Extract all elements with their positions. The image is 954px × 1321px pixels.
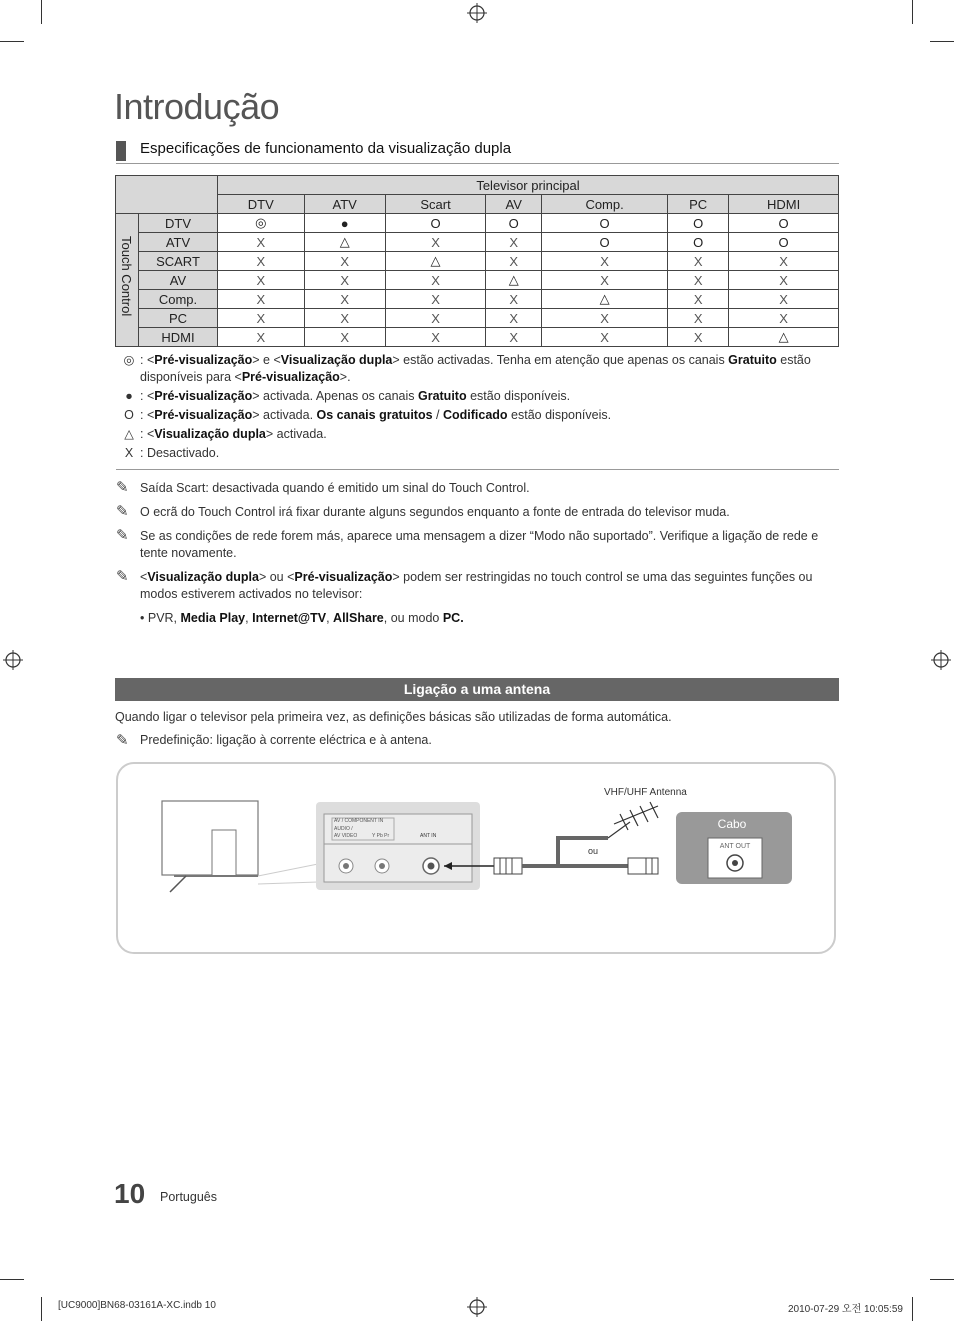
note-text: Se as condições de rede forem más, aparece uma mensagem a dizer “Modo não suportado”. Verifique a ligação de rede e tente novamente.: [140, 529, 819, 560]
registration-mark-icon: [467, 1297, 487, 1317]
table-row: [116, 309, 839, 328]
table-cell: ◎: [218, 214, 305, 233]
table-row-header: HDMI: [139, 328, 218, 347]
table-cell: X: [668, 252, 729, 271]
table-cell: X: [729, 252, 839, 271]
registration-mark-icon: [3, 650, 23, 670]
table-cell: X: [542, 309, 668, 328]
table-cell: X: [385, 328, 486, 347]
pencil-note-icon: ✎: [116, 479, 129, 496]
table-cell: X: [304, 271, 385, 290]
legend-symbol: △: [124, 427, 134, 441]
table-cell: O: [542, 233, 668, 252]
table-row-header: ATV: [139, 233, 218, 252]
table-cell: X: [304, 290, 385, 309]
table-cell: X: [729, 290, 839, 309]
table-cell: X: [486, 233, 542, 252]
section-divider: [116, 163, 839, 164]
table-cell: X: [218, 252, 305, 271]
table-cell: △: [542, 290, 668, 309]
table-cell: X: [304, 328, 385, 347]
table-cell: X: [542, 252, 668, 271]
legend-symbol: ◎: [123, 353, 135, 367]
note-text: <Visualização dupla> ou <Pré-visualização> podem ser restringidas no touch control se uma das seguintes funções ou modos estiverem activados no televisor:: [140, 570, 813, 601]
table-cell: O: [542, 214, 668, 233]
table-cell: X: [542, 328, 668, 347]
legend-text: : <Visualização dupla> activada.: [140, 427, 327, 441]
preset-note-text: Predefinição: ligação à corrente eléctrica e à antena.: [140, 733, 432, 747]
notes-list: [116, 480, 840, 627]
table-cell: X: [486, 328, 542, 347]
table-row-header: SCART: [139, 252, 218, 271]
section-title: Especificações de funcionamento da visualização dupla: [140, 140, 512, 157]
antenna-section-header: Ligação a uma antena: [115, 678, 839, 701]
pencil-note-icon: ✎: [116, 503, 129, 520]
table-cell: X: [486, 290, 542, 309]
table-cell: X: [486, 252, 542, 271]
dual-view-spec-table: [115, 175, 839, 347]
table-cell: ●: [304, 214, 385, 233]
footer-file-info: [UC9000]BN68-03161A-XC.indb 10: [58, 1300, 216, 1311]
bullet-item: • PVR, Media Play, Internet@TV, AllShare, ou modo PC.: [140, 611, 464, 625]
table-cell: X: [218, 309, 305, 328]
coax-plug-icon: [494, 858, 522, 874]
coax-plug-icon: [628, 858, 658, 874]
table-cell: O: [668, 214, 729, 233]
note-item: [116, 528, 840, 562]
legend-symbol: O: [124, 408, 134, 422]
table-column-header: Scart: [385, 195, 486, 214]
panel-label-ant-in: ANT IN: [420, 833, 437, 839]
legend-item: [118, 352, 840, 386]
table-row-header: AV: [139, 271, 218, 290]
page-number: 10: [114, 1178, 146, 1209]
legend-item: [118, 445, 840, 462]
legend-symbol: ●: [125, 389, 133, 403]
note-item: [116, 480, 840, 497]
table-row: [116, 328, 839, 347]
legend-symbol: X: [124, 446, 134, 460]
side-label-cell: [116, 214, 139, 347]
table-cell: X: [218, 233, 305, 252]
tv-rear-panel: [316, 802, 480, 890]
table-column-header-row: [116, 195, 839, 214]
cable-label: Cabo: [717, 817, 747, 831]
table-cell: X: [729, 309, 839, 328]
antenna-connection-diagram: [116, 762, 836, 954]
pencil-note-icon: ✎: [116, 527, 129, 544]
note-item: [116, 504, 840, 521]
table-cell: X: [668, 309, 729, 328]
table-cell: △: [304, 233, 385, 252]
legend-item: [118, 407, 840, 424]
table-row: [116, 233, 839, 252]
table-group-header: Televisor principal: [218, 176, 839, 195]
table-row-header: DTV: [139, 214, 218, 233]
symbol-legend: [118, 352, 840, 464]
registration-mark-icon: [467, 3, 487, 23]
panel-label-av-video: AV VIDEO: [334, 833, 358, 839]
table-cell: △: [385, 252, 486, 271]
legend-text: : <Pré-visualização> activada. Apenas os canais Gratuito estão disponíveis.: [140, 389, 571, 403]
table-cell: X: [729, 271, 839, 290]
antenna-icon: [608, 802, 658, 838]
table-cell: X: [486, 309, 542, 328]
table-column-header: PC: [668, 195, 729, 214]
pencil-note-icon: ✎: [116, 568, 129, 585]
preset-note: [116, 733, 432, 749]
table-corner: [116, 176, 218, 214]
connection-illustration: [118, 764, 834, 952]
table-cell: X: [385, 271, 486, 290]
legend-text: : Desactivado.: [140, 446, 220, 460]
legend-divider: [116, 469, 839, 470]
note-text: Saída Scart: desactivada quando é emitido um sinal do Touch Control.: [140, 481, 530, 495]
table-cell: X: [385, 309, 486, 328]
table-cell: O: [729, 214, 839, 233]
pencil-note-icon: ✎: [116, 732, 129, 749]
panel-label-av-component: AV / COMPONENT IN: [334, 818, 384, 824]
table-cell: O: [668, 233, 729, 252]
antenna-label: VHF/UHF Antenna: [604, 787, 687, 798]
table-cell: X: [304, 252, 385, 271]
table-cell: X: [668, 328, 729, 347]
footer-timestamp: 2010-07-29 오전 10:05:59: [788, 1304, 903, 1315]
cable-box: [676, 812, 792, 884]
table-column-header: HDMI: [729, 195, 839, 214]
legend-text: : <Pré-visualização> activada. Os canais gratuitos / Codificado estão disponíveis.: [140, 408, 612, 422]
table-row: [116, 252, 839, 271]
table-cell: X: [385, 233, 486, 252]
section-marker: [116, 141, 126, 161]
table-column-header: ATV: [304, 195, 385, 214]
table-cell: X: [668, 290, 729, 309]
table-cell: X: [385, 290, 486, 309]
table-row: [116, 214, 839, 233]
table-row-header: Comp.: [139, 290, 218, 309]
language-label: Português: [160, 1190, 217, 1204]
table-cell: X: [668, 271, 729, 290]
page-title: Introdução: [114, 86, 280, 127]
table-row-header: PC: [139, 309, 218, 328]
table-column-header: AV: [486, 195, 542, 214]
legend-item: [118, 388, 840, 405]
panel-label-ypbpr: Y Pb Pr: [372, 833, 390, 839]
tv-icon: [162, 801, 318, 892]
note-text: O ecrã do Touch Control irá fixar durante alguns segundos enquanto a fonte de entrada do televisor muda.: [140, 505, 730, 519]
side-label: Touch Control: [119, 236, 134, 317]
table-cell: △: [486, 271, 542, 290]
table-cell: X: [542, 271, 668, 290]
table-cell: O: [729, 233, 839, 252]
table-cell: X: [218, 328, 305, 347]
table-cell: O: [385, 214, 486, 233]
panel-label-audio: AUDIO /: [334, 826, 353, 832]
table-cell: X: [304, 309, 385, 328]
registration-mark-icon: [931, 650, 951, 670]
legend-item: [118, 426, 840, 443]
table-cell: O: [486, 214, 542, 233]
table-cell: X: [218, 290, 305, 309]
legend-text: : <Pré-visualização> e <Visualização dupla> estão activadas. Tenha em atenção que apenas os canais Gratuito estão disponíveis para <Pré-visualização>.: [140, 353, 811, 384]
table-row: [116, 271, 839, 290]
ant-out-label: ANT OUT: [719, 843, 751, 850]
table-cell: △: [729, 328, 839, 347]
antenna-intro-text: Quando ligar o televisor pela primeira vez, as definições básicas são utilizadas de forma automática.: [115, 710, 672, 724]
table-cell: X: [218, 271, 305, 290]
note-item: [116, 569, 840, 603]
table-column-header: DTV: [218, 195, 305, 214]
table-column-header: Comp.: [542, 195, 668, 214]
table-body: [116, 214, 839, 347]
table-row: [116, 290, 839, 309]
or-label: ou: [588, 846, 599, 856]
